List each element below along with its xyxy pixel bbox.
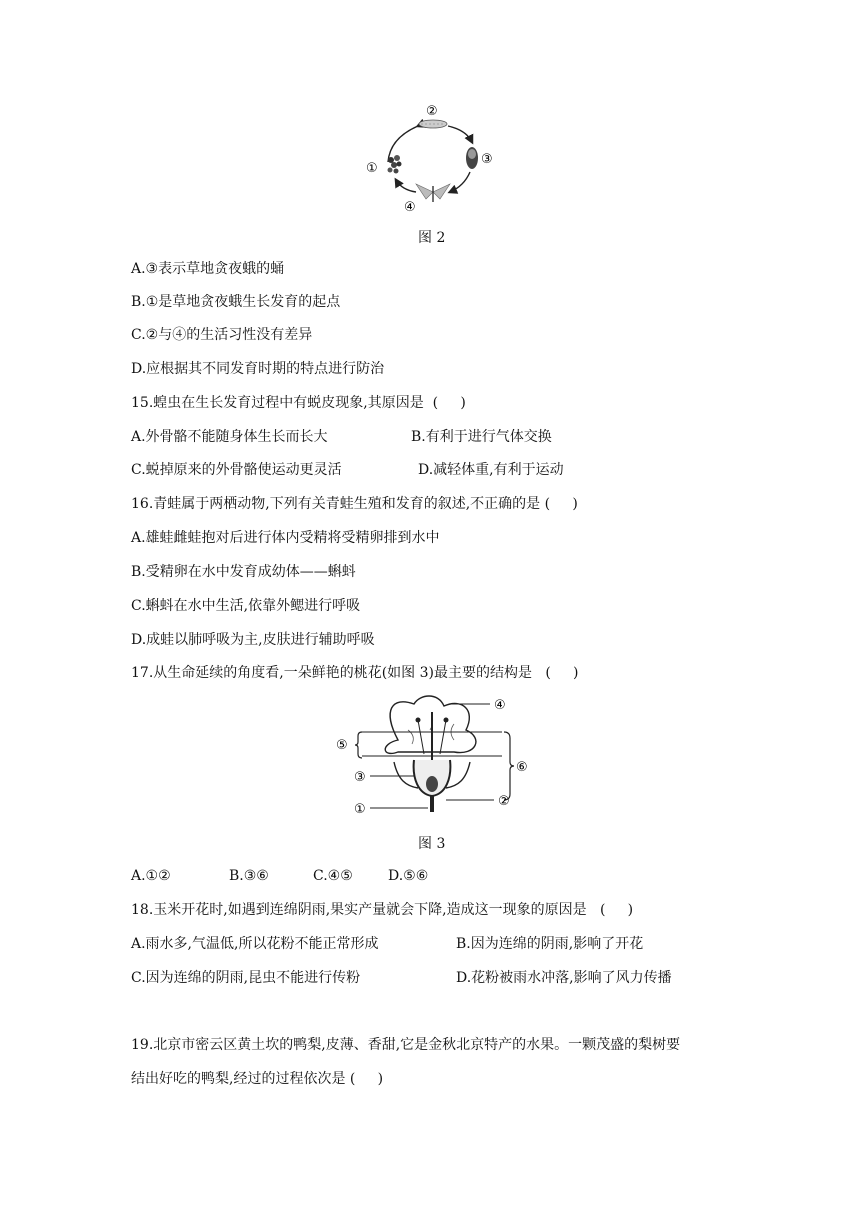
q18-option-d: D.花粉被雨水冲落,影响了风力传播 xyxy=(456,970,672,986)
q17-option-b: B.③⑥ xyxy=(229,868,269,884)
q16-option-a: A.雄蛙雌蛙抱对后进行体内受精将受精卵排到水中 xyxy=(131,530,440,546)
figure-2-life-cycle xyxy=(360,100,500,218)
figure-3-caption: 图 3 xyxy=(418,836,446,852)
q15-option-b: B.有利于进行气体交换 xyxy=(411,429,552,445)
q18-option-c: C.因为连绵的阴雨,昆虫不能进行传粉 xyxy=(131,970,361,986)
q14-option-c: C.②与④的生活习性没有差异 xyxy=(131,327,313,343)
q19-stem-line-1: 19.北京市密云区黄土坎的鸭梨,皮薄、香甜,它是金秋北京特产的水果。一颗茂盛的梨树要 xyxy=(131,1037,681,1053)
q17-option-a: A.①② xyxy=(131,868,171,884)
figure-2-caption: 图 2 xyxy=(418,230,446,246)
figure-3-flower xyxy=(334,690,534,825)
q18-stem: 18.玉米开花时,如遇到连绵阴雨,果实产量就会下降,造成这一现象的原因是 ( ) xyxy=(131,902,634,918)
fig3-label-4: ④ xyxy=(494,698,506,713)
q18-option-b: B.因为连绵的阴雨,影响了开花 xyxy=(456,936,644,952)
q16-option-b: B.受精卵在水中发育成幼体——蝌蚪 xyxy=(131,564,356,580)
q17-stem: 17.从生命延续的角度看,一朵鲜艳的桃花(如图 3)最主要的结构是 ( ) xyxy=(131,665,579,681)
fig3-label-1: ① xyxy=(354,802,366,817)
q14-option-d: D.应根据其不同发育时期的特点进行防治 xyxy=(131,361,385,377)
larva-image xyxy=(419,120,447,128)
q15-option-a: A.外骨骼不能随身体生长而长大 xyxy=(131,429,328,445)
q14-option-b: B.①是草地贪夜蛾生长发育的起点 xyxy=(131,294,341,310)
fig3-label-2: ② xyxy=(498,794,510,809)
q19-stem-line-2: 结出好吃的鸭梨,经过的过程依次是 ( ) xyxy=(131,1071,384,1087)
fig2-label-1: ① xyxy=(366,161,378,176)
fig3-label-6: ⑥ xyxy=(516,760,528,775)
fig3-label-5: ⑤ xyxy=(336,738,348,753)
moth-image xyxy=(416,184,450,202)
q16-option-d: D.成蛙以肺呼吸为主,皮肤进行辅助呼吸 xyxy=(131,632,375,648)
q17-option-c: C.④⑤ xyxy=(313,868,353,884)
pupa-image xyxy=(466,147,478,169)
q14-option-a: A.③表示草地贪夜蛾的蛹 xyxy=(131,261,285,277)
fig2-label-3: ③ xyxy=(481,152,493,167)
fig2-label-4: ④ xyxy=(404,200,416,215)
q17-option-d: D.⑤⑥ xyxy=(388,868,429,884)
q16-stem: 16.青蛙属于两栖动物,下列有关青蛙生殖和发育的叙述,不正确的是 ( ) xyxy=(131,496,578,512)
q15-option-d: D.减轻体重,有利于运动 xyxy=(418,462,564,478)
q18-option-a: A.雨水多,气温低,所以花粉不能正常形成 xyxy=(131,936,379,952)
q15-stem: 15.蝗虫在生长发育过程中有蜕皮现象,其原因是 ( ) xyxy=(131,395,466,411)
eggs-image xyxy=(388,155,402,174)
q16-option-c: C.蝌蚪在水中生活,依靠外鳃进行呼吸 xyxy=(131,598,361,614)
q15-option-c: C.蜕掉原来的外骨骼使运动更灵活 xyxy=(131,462,342,478)
fig3-label-3: ③ xyxy=(354,770,366,785)
fig2-label-2: ② xyxy=(426,104,438,119)
